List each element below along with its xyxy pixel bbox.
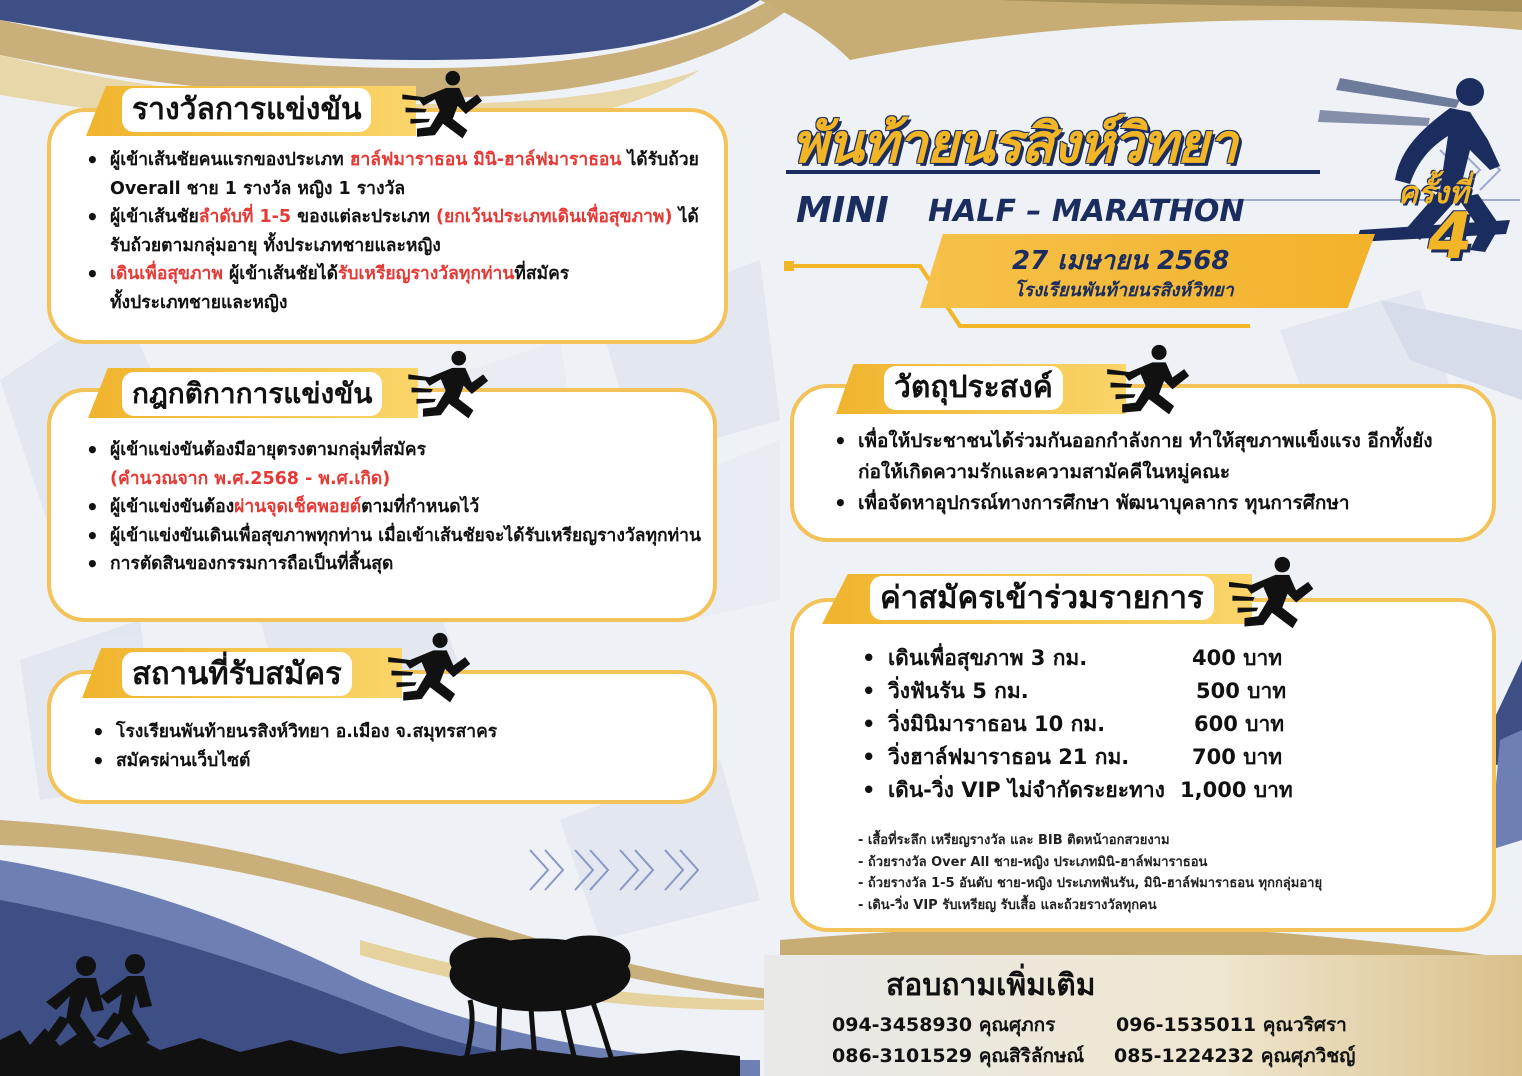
edition-label: ครั้งที่ [1398,176,1469,211]
rule-item: • ผู้เข้าแข่งขันเดินเพื่อสุขภาพทุกท่าน เมื่อเข้าเส้นชัยจะได้รับเหรียญรางวัลทุกท่าน [82,522,702,551]
runner-icon [398,70,488,140]
fee-name: เดินเพื่อสุขภาพ 3 กม. [888,646,1088,670]
fee-price: 700 บาท [1192,745,1283,769]
rules-list [82,436,702,579]
prize-item: • เดินเพื่อสุขภาพ ผู้เข้าเส้นชัยได้รับเหรียญรางวัลทุกท่านที่สมัคร ทั้งประเภทชายและหญิง [82,260,702,317]
contact-title: สอบถามเพิ่มเติม [886,968,1096,1003]
edition-number: 4 [1428,200,1473,274]
half-marathon-label: HALF – MARATHON [928,194,1245,229]
fee-note: - เดิน-วิ่ง VIP รับเหรียญ รับเสื้อ และถ้วยรางวัลทุกคน [858,897,1157,913]
fee-name: วิ่งฮาล์ฟมาราธอน 21 กม. [888,745,1130,769]
fee-row: • เดินเพื่อสุขภาพ 3 กม. 400 บาท [862,642,1332,675]
fee-price: 1,000 บาท [1180,778,1293,802]
rule-item: • ผู้เข้าแข่งขันต้องมีอายุตรงตามกลุ่มที่สมัคร (คำนวณจาก พ.ศ.2568 - พ.ศ.เกิด) [82,436,702,493]
objective-item: • เพื่อจัดหาอุปกรณ์ทางการศึกษา พัฒนาบุคลากร ทุนการศึกษา [830,488,1450,519]
contact-entry: 085-1224232 คุณศุภวิชญ์ [1114,1045,1356,1067]
fee-price: 400 บาท [1192,646,1283,670]
rule-item: • การตัดสินของกรรมการถือเป็นที่สิ้นสุด [82,550,702,579]
fee-row: • วิ่งฮาล์ฟมาราธอน 21 กม. 700 บาท [862,741,1332,774]
contact-entry: 094-3458930 คุณศุภกร [832,1014,1056,1036]
event-title: พันท้ายนรสิงห์วิทยา [792,112,1237,175]
objective-title: วัตถุประสงค์ [884,366,1063,410]
objective-list [830,426,1450,519]
fee-row: • วิ่งมินิมาราธอน 10 กม. 600 บาท [862,708,1332,741]
rule-item: • ผู้เข้าแข่งขันต้องผ่านจุดเช็คพอยต์ตามที่กำหนดไว้ [82,493,702,522]
fee-note: - ถ้วยรางวัล 1-5 อันดับ ชาย-หญิง ประเภทฟันรัน, มินิ-ฮาล์ฟมาราธอน ทุกกลุ่มอายุ [858,876,1323,891]
registration-item: • โรงเรียนพันท้ายนรสิงห์วิทยา อ.เมือง จ.สมุทรสาคร [88,718,688,747]
prize-item: • ผู้เข้าเส้นชัยคนแรกของประเภท ฮาล์ฟมาราธอน มินิ-ฮาล์ฟมาราธอน ได้รับถ้วย Overall ชาย 1 รางวัล หญิง 1 รางวัล [82,146,702,203]
fees-title: ค่าสมัครเข้าร่วมรายการ [870,576,1214,620]
runner-icon [384,632,476,704]
prizes-list [82,146,702,317]
rules-title: กฎกติกาการแข่งขัน [122,372,382,416]
fee-price: 500 บาท [1196,679,1287,703]
fee-name: เดิน-วิ่ง VIP ไม่จำกัดระยะทาง [888,778,1165,802]
fee-name: วิ่งมินิมาราธอน 10 กม. [888,712,1106,736]
fee-price: 600 บาท [1194,712,1285,736]
fee-list [862,642,1332,807]
runner-icon [404,350,494,420]
registration-title: สถานที่รับสมัคร [122,652,352,696]
prize-item: • ผู้เข้าเส้นชัยลำดับที่ 1-5 ของแต่ละประเภท (ยกเว้นประเภทเดินเพื่อสุขภาพ) ได้รับถ้วยตามกลุ่มอายุ ทั้งประเภทชายและหญิง [82,203,702,260]
mini-label: MINI [796,190,889,231]
event-venue: โรงเรียนพันท้ายนรสิงห์วิทยา [1014,280,1234,301]
contact-entry: 086-3101529 คุณสิริลักษณ์ [832,1045,1085,1067]
fee-name: วิ่งฟันรัน 5 กม. [888,679,1029,703]
registration-list [88,718,688,775]
event-date: 27 เมษายน 2568 [1012,246,1230,276]
fee-row: • เดิน-วิ่ง VIP ไม่จำกัดระยะทาง 1,000 บาท [862,774,1332,807]
runner-icon [1226,556,1318,630]
fee-note: - เสื้อที่ระลึก เหรียญรางวัล และ BIB ติดหน้าอกสวยงาม [858,833,1170,848]
objective-item: • เพื่อให้ประชาชนได้ร่วมกันออกกำลังกาย ทำให้สุขภาพแข็งแรง อีกทั้งยังก่อให้เกิดความรักและความสามัคคีในหมู่คณะ [830,426,1450,488]
fee-row: • วิ่งฟันรัน 5 กม. 500 บาท [862,675,1332,708]
runner-icon [1104,344,1194,416]
fee-notes [858,830,1418,916]
contact-entry: 096-1535011 คุณวริศรา [1116,1014,1347,1036]
registration-item: • สมัครผ่านเว็บไซต์ [88,747,688,776]
fee-note: - ถ้วยรางวัล Over All ชาย-หญิง ประเภทมินิ-ฮาล์ฟมาราธอน [858,854,1208,870]
prizes-title: รางวัลการแข่งขัน [122,88,371,132]
